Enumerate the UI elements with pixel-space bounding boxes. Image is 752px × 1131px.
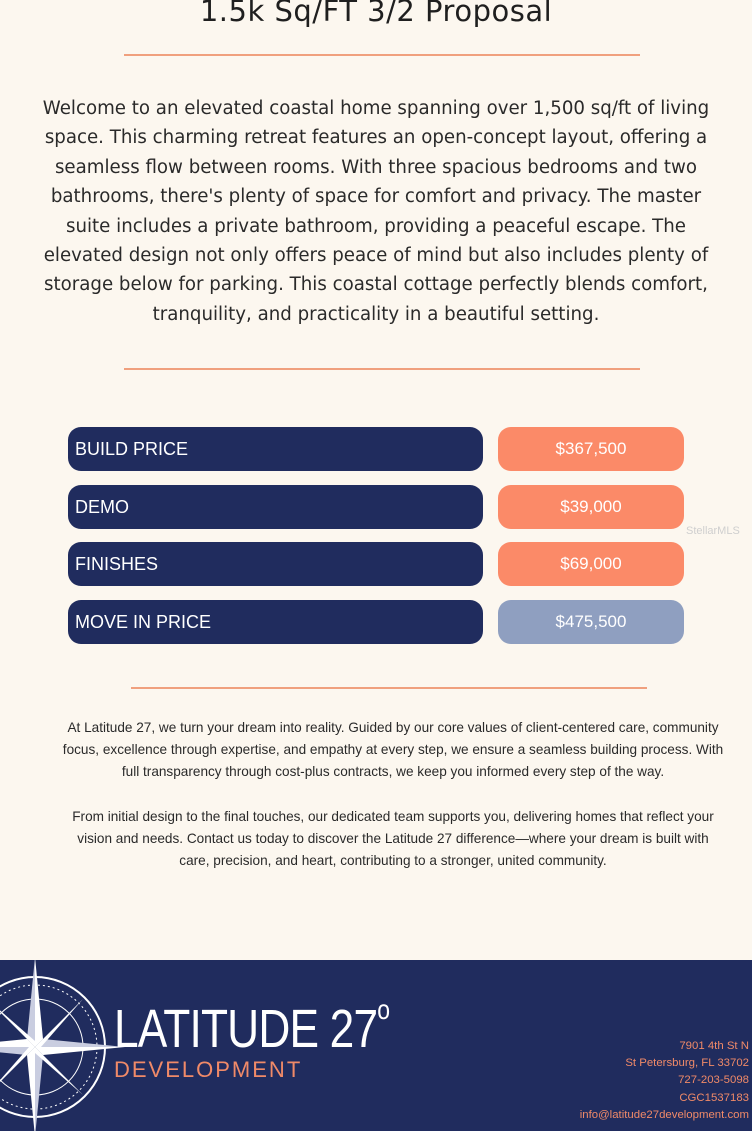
price-value: $69,000: [498, 542, 684, 586]
divider-bottom: [131, 687, 647, 689]
brand-subtitle: DEVELOPMENT: [114, 1057, 303, 1082]
brand-name: [114, 994, 390, 1059]
price-label: DEMO: [68, 485, 483, 529]
price-label: FINISHES: [68, 542, 483, 586]
price-row-demo: [68, 485, 684, 529]
page-title: 1.5k Sq/FT 3/2 Proposal: [199, 0, 553, 28]
brand-degree: o: [377, 994, 390, 1025]
price-row-build: [68, 427, 684, 471]
price-label: BUILD PRICE: [68, 427, 483, 471]
price-row-finishes: [68, 542, 684, 586]
brand-text: LATITUDE 27: [114, 999, 378, 1059]
contact-license: CGC1537183: [679, 1091, 749, 1104]
footer: [0, 960, 752, 1131]
contact-city: St Petersburg, FL 33702: [625, 1057, 749, 1070]
about-section: [62, 717, 724, 894]
contact-info: [580, 1038, 749, 1124]
price-value: $39,000: [498, 485, 684, 529]
price-label: MOVE IN PRICE: [68, 600, 483, 644]
price-row-move-in: [68, 600, 684, 644]
contact-address: 7901 4th St N: [679, 1040, 749, 1052]
divider-middle: [124, 368, 640, 370]
intro-paragraph: Welcome to an elevated coastal home spanning over 1,500 sq/ft of living space. This charming retreat features an open-concept layout, offering a seamless flow between rooms. With three spacious bedrooms and two bathrooms, there's plenty of space for comfort and privacy. The master suite includes a private bathroom, providing a peaceful escape. The elevated design not only offers peace of mind but also includes plenty of storage below for parking. This coastal cottage perfectly blends comfort, tranquility, and practicality in a beautiful setting.: [42, 98, 710, 325]
price-value: $367,500: [498, 427, 684, 471]
compass-rose-icon: [0, 960, 130, 1131]
about-paragraph: At Latitude 27, we turn your dream into reality. Guided by our core values of client-centered care, community focus, excellence through expertise, and empathy at every step, we ensure a seamless building process. With full transparency through cost-plus contracts, we keep you informed every step of the way.: [62, 720, 724, 780]
contact-phone: 727-203-5098: [678, 1074, 749, 1087]
about-paragraph: From initial design to the final touches, our dedicated team supports you, delivering homes that reflect your vision and needs. Contact us today to discover the Latitude 27 difference—where your dream is built with care, precision, and heart, contributing to a stronger, united community.: [72, 808, 714, 869]
price-value: $475,500: [498, 600, 684, 644]
divider-top: [124, 54, 640, 56]
contact-email[interactable]: info@latitude27development.com: [579, 1108, 749, 1121]
watermark: StellarMLS: [686, 525, 740, 537]
